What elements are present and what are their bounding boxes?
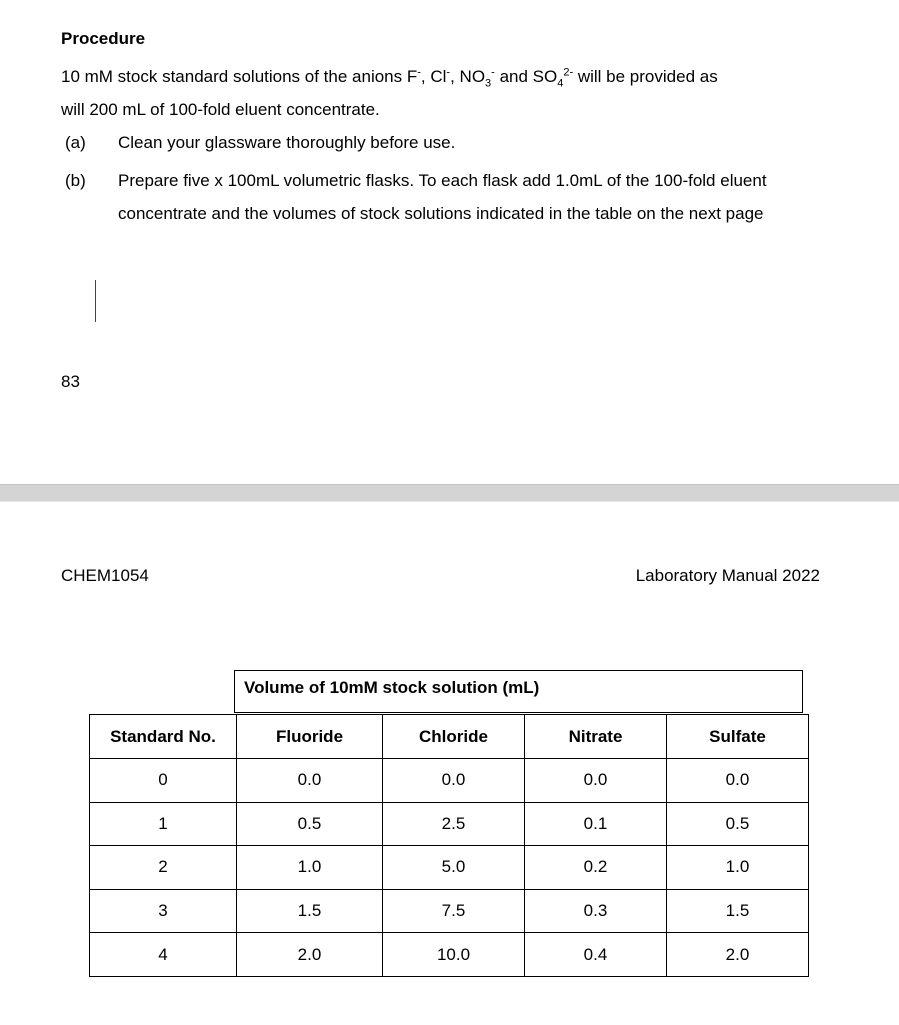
table-cell: 10.0 (383, 933, 525, 977)
intro-paragraph: 10 mM stock standard solutions of the anions F-, Cl-, $NO_3^-$ and $SO_4^{2-}$ will be provided as will 200 mL of 100-fold eluent concentrate. (61, 66, 718, 119)
table-cell: 0.2 (525, 846, 667, 890)
table-cell: 0.5 (667, 802, 809, 846)
table-cell: 1.0 (237, 846, 383, 890)
step-text: Prepare five x 100mL volumetric flasks. To each flask add 1.0mL of the 100-fold eluent concentrate and the volumes of stock solutions indicated in the table on the next page (118, 171, 767, 223)
table-cell: 5.0 (383, 846, 525, 890)
table-row (90, 802, 809, 846)
table-row (90, 889, 809, 933)
table-cell: 3 (90, 889, 237, 933)
page-number: 83 (61, 372, 80, 391)
text-cursor (95, 280, 96, 322)
table-cell: 4 (90, 933, 237, 977)
section-heading: Procedure (61, 29, 146, 48)
table-cell: 0.1 (525, 802, 667, 846)
table-cell: 0.0 (237, 759, 383, 803)
table-title: Volume of 10mM stock solution (mL) (234, 670, 803, 713)
table-cell: 0.3 (525, 889, 667, 933)
table-cell: 1.5 (237, 889, 383, 933)
table-cell: 0.0 (667, 759, 809, 803)
table-cell: 2.5 (383, 802, 525, 846)
table-cell: 1.5 (667, 889, 809, 933)
table-cell: 2.0 (667, 933, 809, 977)
stock-volume-table (89, 714, 809, 977)
table-cell: 2.0 (237, 933, 383, 977)
table-cell: 7.5 (383, 889, 525, 933)
column-header: Chloride (383, 715, 525, 759)
table-cell: 0.0 (383, 759, 525, 803)
table-cell: 1 (90, 802, 237, 846)
table-cell: 1.0 (667, 846, 809, 890)
column-header: Nitrate (525, 715, 667, 759)
table-cell: 0.5 (237, 802, 383, 846)
step-label: (b) (65, 171, 86, 190)
header-manual-title: Laboratory Manual 2022 (635, 566, 820, 585)
table-cell: 0 (90, 759, 237, 803)
table-cell: 0.4 (525, 933, 667, 977)
table-cell: 0.0 (525, 759, 667, 803)
table-row (90, 759, 809, 803)
table-header-row (90, 715, 809, 759)
column-header: Sulfate (667, 715, 809, 759)
document-page-83 (0, 0, 899, 484)
step-text: Clean your glassware thoroughly before use. (118, 133, 456, 152)
table-cell: 2 (90, 846, 237, 890)
header-course-code: CHEM1054 (61, 566, 149, 585)
table-row (90, 846, 809, 890)
page-separator (0, 484, 899, 502)
step-label: (a) (65, 133, 86, 152)
column-header: Fluoride (237, 715, 383, 759)
table-row (90, 933, 809, 977)
column-header: Standard No. (90, 715, 237, 759)
